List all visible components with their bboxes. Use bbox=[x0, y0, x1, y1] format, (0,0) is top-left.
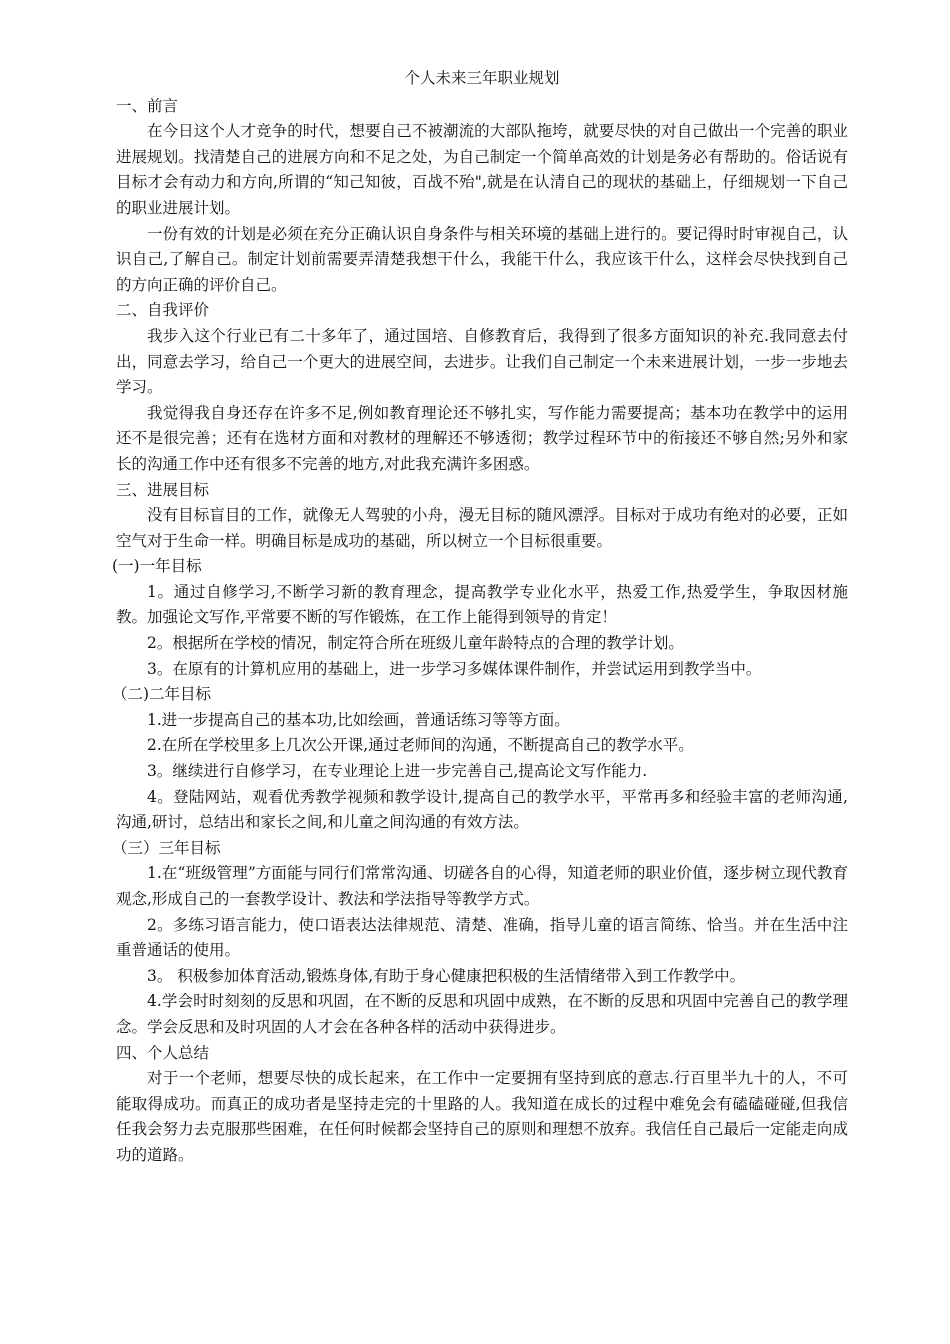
list-item: 3。在原有的计算机应用的基础上，进一步学习多媒体课件制作，并尝试运用到教学当中。 bbox=[147, 659, 762, 678]
subheading-year-three: （三）三年目标 bbox=[112, 838, 221, 857]
section-heading-self-evaluation: 二、自我评价 bbox=[116, 301, 210, 320]
document-page bbox=[112, 66, 848, 1169]
list-item: 3。继续进行自修学习，在专业理论上进一步完善自己,提高论文写作能力. bbox=[147, 762, 648, 781]
list-item: 3。 积极参加体育活动,锻炼身体,有助于身心健康把积极的生活情绪带入到工作教学中。 bbox=[147, 966, 746, 985]
document-title: 个人未来三年职业规划 bbox=[404, 69, 560, 87]
section-heading-goals: 三、进展目标 bbox=[116, 480, 210, 499]
paragraph: 我步入这个行业已有二十多年了，通过国培、自修教育后，我得到了很多方面知识的补充.我同意去付出，同意去学习，给自己一个更大的进展空间，去进步。让我们自己制定一个未来进展计划，一步一步地去学习。 bbox=[116, 326, 848, 397]
list-item: 4.学会时时刻刻的反思和巩固，在不断的反思和巩固中成熟，在不断的反思和巩固中完善自己的教学理念。学会反思和及时巩固的人才会在各种各样的活动中获得进步。 bbox=[116, 992, 848, 1036]
list-item: 1.进一步提高自己的基本功,比如绘画，普通话练习等等方面。 bbox=[147, 710, 570, 729]
section-heading-summary: 四、个人总结 bbox=[116, 1043, 210, 1062]
subheading-year-two: （二)二年目标 bbox=[112, 685, 212, 704]
list-item: 2。多练习语言能力，使口语表达法律规范、清楚、准确，指导儿童的语言简练、恰当。并在生活中注重普通话的使用。 bbox=[116, 915, 848, 960]
paragraph: 对于一个老师，想要尽快的成长起来，在工作中一定要拥有坚持到底的意志.行百里半九十的人，不可能取得成功。而真正的成功者是坚持走完的十里路的人。我知道在成长的过程中难免会有磕磕碰碰,但我信任我会努力去克服那些困难，在任何时候都会坚持自己的原则和理想不放弃。我信任自己最后一定能走向成功的道路。 bbox=[116, 1069, 848, 1164]
list-item: 1.在“班级管理”方面能与同行们常常沟通、切磋各自的心得，知道老师的职业价值，逐步树立现代教育观念,形成自己的一套教学设计、教法和学法指导等教学方式。 bbox=[116, 864, 848, 908]
paragraph: 没有目标盲目的工作，就像无人驾驶的小舟，漫无目标的随风漂浮。目标对于成功有绝对的必要，正如空气对于生命一样。明确目标是成功的基础，所以树立一个目标很重要。 bbox=[116, 506, 848, 550]
list-item: 2。根据所在学校的情况，制定符合所在班级儿童年龄特点的合理的教学计划。 bbox=[147, 634, 684, 653]
list-item: 2.在所在学校里多上几次公开课,通过老师间的沟通，不断提高自己的教学水平。 bbox=[147, 736, 694, 755]
section-heading-preface: 一、前言 bbox=[116, 96, 179, 115]
list-item: 1。通过自修学习,不断学习新的教育理念，提高教学专业化水平，热爱工作,热爱学生，争取因材施教。加强论文写作,平常要不断的写作锻炼，在工作上能得到领导的肯定！ bbox=[116, 582, 848, 627]
paragraph: 我觉得我自身还存在许多不足,例如教育理论还不够扎实，写作能力需要提高；基本功在教学中的运用还不是很完善；还有在选材方面和对教材的理解还不够透彻；教学过程环节中的衔接还不够自然;另外和家长的沟通工作中还有很多不完善的地方,对此我充满许多困惑。 bbox=[116, 403, 848, 473]
subheading-year-one: (一)一年目标 bbox=[112, 557, 202, 576]
paragraph: 一份有效的计划是必须在充分正确认识自身条件与相关环境的基础上进行的。要记得时时审视自己，认识自己,了解自己。制定计划前需要弄清楚我想干什么，我能干什么，我应该干什么，这样会尽快找到自己的方向正确的评价自己。 bbox=[116, 224, 848, 294]
paragraph: 在今日这个人才竞争的时代，想要自己不被潮流的大部队拖垮，就要尽快的对自己做出一个完善的职业进展规划。找清楚自己的进展方向和不足之处，为自己制定一个简单高效的计划是务必有帮助的。俗话说有目标才会有动力和方向,所谓的“知己知彼，百战不殆",就是在认清自己的现状的基础上，仔细规划一下自己的职业进展计划。 bbox=[116, 122, 848, 217]
list-item: 4。登陆网站，观看优秀教学视频和教学设计,提高自己的教学水平，平常再多和经验丰富的老师沟通,沟通,研讨，总结出和家长之间,和儿童之间沟通的有效方法。 bbox=[116, 787, 848, 832]
